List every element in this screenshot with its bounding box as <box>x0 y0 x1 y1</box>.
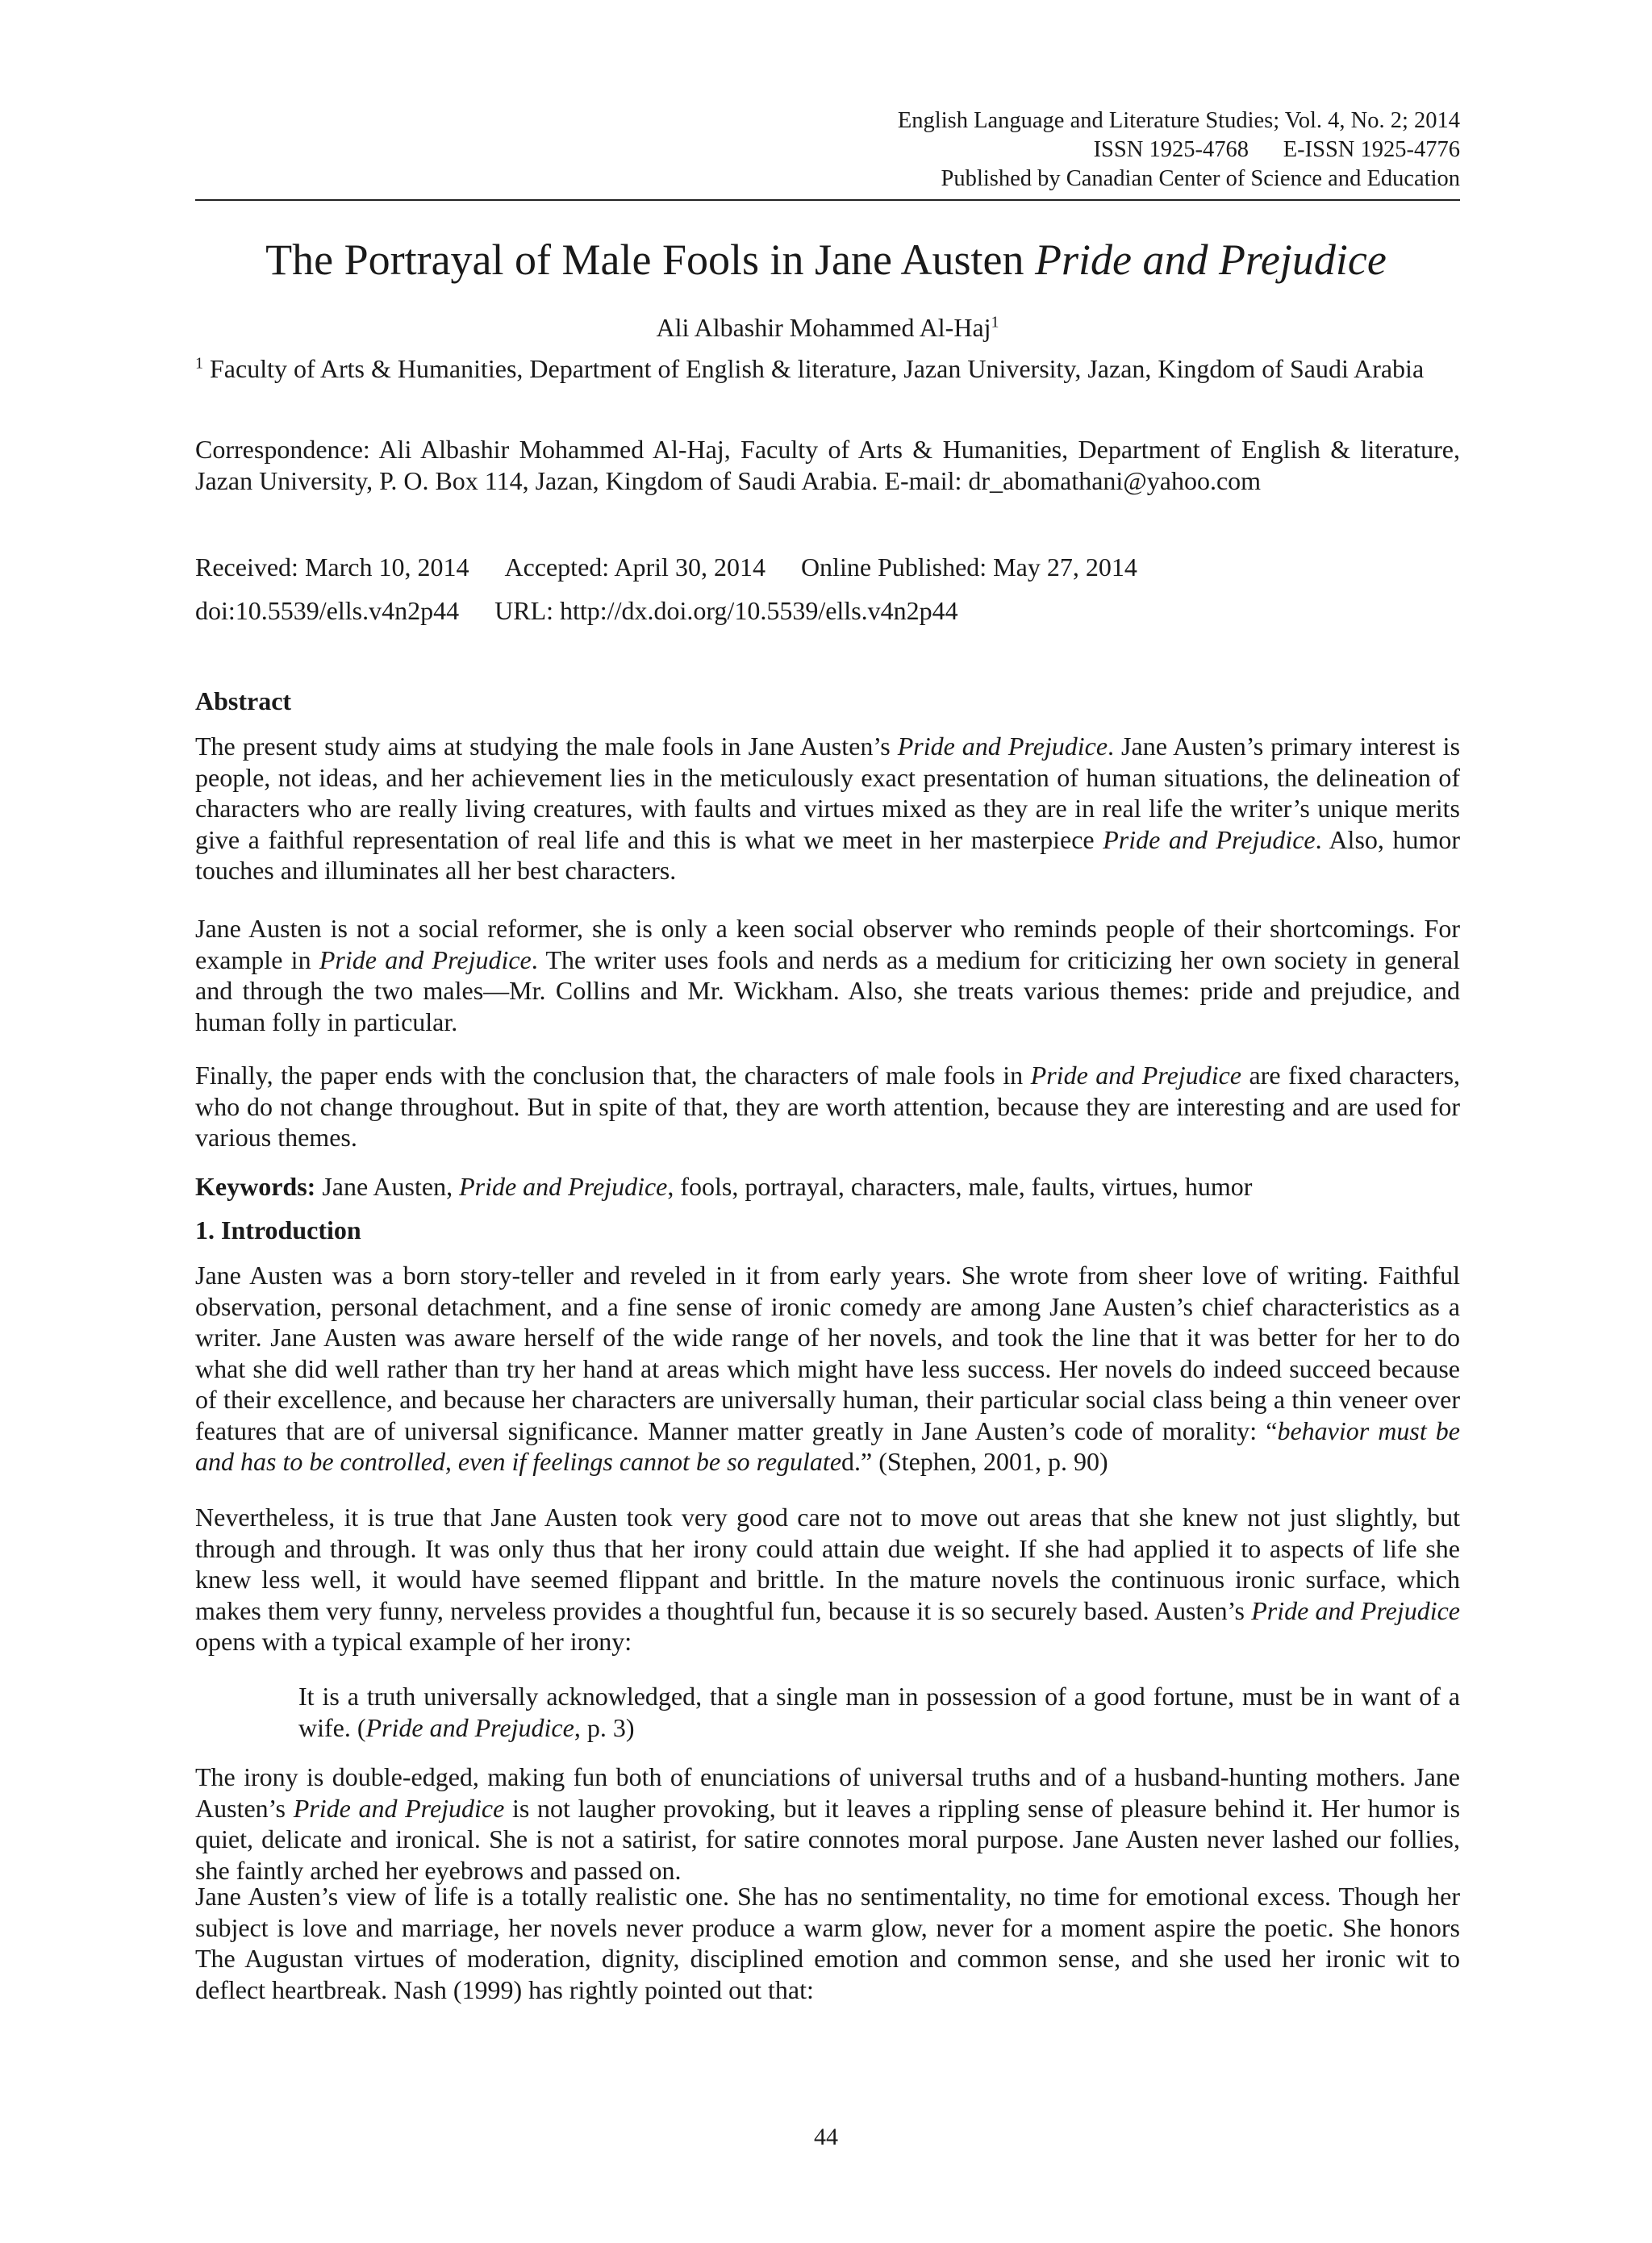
doi-line <box>195 595 1460 627</box>
introduction-heading: 1. Introduction <box>195 1215 361 1244</box>
affiliation <box>195 353 1460 385</box>
paper-title <box>161 227 1491 292</box>
author-name: Ali Albashir Mohammed Al-Haj <box>656 313 991 342</box>
abstract-paragraph-3: Finally, the paper ends with the conclusion that, the characters of male fools in Pride and Prejudice are fixed characters, who do not change throughout. But in spite of that, they are worth attention, because they are interesting and are used for various themes. <box>195 1061 1461 1152</box>
intro-paragraph-3: The irony is double-edged, making fun both of enunciations of universal truths and of a husband-hunting mothers. Jane Austen’s Pride and Prejudice is not laugher provoking, but it leaves a rippling sense of pleasure behind it. Her humor is quiet, delicate and ironical. She is not a satirist, for satire connotes moral purpose. Jane Austen never lashed our follies, she faintly arched her eyebrows and passed on. <box>195 1762 1461 1885</box>
page-number: 44 <box>814 2124 838 2150</box>
affiliation-text: Faculty of Arts & Humanities, Department of English & literature, Jazan University, Jazan, Kingdom of Saudi Arabia <box>203 354 1425 383</box>
publication-dates <box>195 552 1460 583</box>
journal-line: English Language and Literature Studies; Vol. 4, No. 2; 2014 <box>897 108 1460 133</box>
title-italic: Pride and Prejudice <box>1034 236 1387 284</box>
author-marker: 1 <box>991 313 999 331</box>
abstract-heading: Abstract <box>195 686 292 715</box>
intro-paragraph-1: Jane Austen was a born story-teller and reveled in it from early years. She wrote from sheer love of writing. Faithful observation, personal detachment, and a fine sense of ironic comedy are among Jane Austen’s chief characteristics as a writer. Jane Austen was aware herself of the wide range of her novels, and took the line that it was better for her to do what she did well rather than try her hand at areas which might have less success. Her novels do indeed succeed because of their excellence, and because her characters are universally human, their particular social class being a thin veneer over features that are of universal significance. Manner matter greatly in Jane Austen’s code of morality: “behavior must be and has to be controlled, even if feelings cannot be so regulated.” (Stephen, 2001, p. 90) <box>195 1261 1461 1476</box>
doi-url[interactable]: URL: http://dx.doi.org/10.5539/ells.v4n2p44 <box>494 596 958 625</box>
abstract-paragraph-2: Jane Austen is not a social reformer, she is only a keen social observer who reminds people of their shortcomings. For example in Pride and Prejudice. The writer uses fools and nerds as a medium for criticizing her own society in general and through the two males—Mr. Collins and Mr. Wickham. Also, she treats various themes: pride and prejudice, and human folly in particular. <box>195 914 1461 1036</box>
running-header <box>195 106 1460 194</box>
keywords: Keywords: Jane Austen, Pride and Prejudice, fools, portrayal, characters, male, faults, virtues, humor <box>195 1172 1253 1201</box>
doi-text: doi:10.5539/ells.v4n2p44 <box>195 596 460 625</box>
author-line <box>195 310 1460 345</box>
intro-paragraph-2: Nevertheless, it is true that Jane Austen took very good care not to move out areas that she knew not just slightly, but through and through. It was only thus that her irony could attain due weight. If she had applied it to aspects of life she knew less well, it would have seemed flippant and brittle. In the mature novels the continuous ironic surface, which makes them very funny, nerveless provides a thoughtful fun, because it is so securely based. Austen’s Pride and Prejudice opens with a typical example of her irony: <box>195 1503 1461 1656</box>
correspondence: Correspondence: Ali Albashir Mohammed Al-Haj, Faculty of Arts & Humanities, Department of English & literature, Jazan University, P. O. Box 114, Jazan, Kingdom of Saudi Arabia. E-mail: dr_abomathani@yahoo.com <box>195 435 1460 495</box>
title-text: The Portrayal of Male Fools in Jane Austen <box>265 236 1035 284</box>
keywords-label: Keywords: <box>195 1172 316 1201</box>
issn-line: ISSN 1925-4768 E-ISSN 1925-4776 <box>1093 137 1460 162</box>
published-date: Online Published: May 27, 2014 <box>800 552 1137 582</box>
block-quote: It is a truth universally acknowledged, that a single man in possession of a good fortune, must be in want of a wife. (Pride and Prejudice, p. 3) <box>298 1682 1460 1742</box>
affiliation-marker: 1 <box>195 354 203 373</box>
received-date: Received: March 10, 2014 <box>195 552 469 582</box>
header-rule <box>195 199 1460 201</box>
publisher-line: Published by Canadian Center of Science and Education <box>941 166 1460 191</box>
accepted-date: Accepted: April 30, 2014 <box>504 552 766 582</box>
intro-paragraph-4: Jane Austen’s view of life is a totally realistic one. She has no sentimentality, no time for emotional excess. Though her subject is love and marriage, her novels never produce a warm glow, never for a moment aspire the poetic. She honors The Augustan virtues of moderation, dignity, disciplined emotion and common sense, and she used her ironic wit to deflect heartbreak. Nash (1999) has rightly pointed out that: <box>195 1882 1460 2004</box>
abstract-paragraph-1: The present study aims at studying the male fools in Jane Austen’s Pride and Prejudice. Jane Austen’s primary interest is people, not ideas, and her achievement lies in the meticulously exact presentation of human situations, the delineation of characters who are really living creatures, with faults and virtues mixed as they are in real life the writer’s unique merits give a faithful representation of real life and this is what we meet in her masterpiece Pride and Prejudice. Also, humor touches and illuminates all her best characters. <box>195 732 1461 885</box>
